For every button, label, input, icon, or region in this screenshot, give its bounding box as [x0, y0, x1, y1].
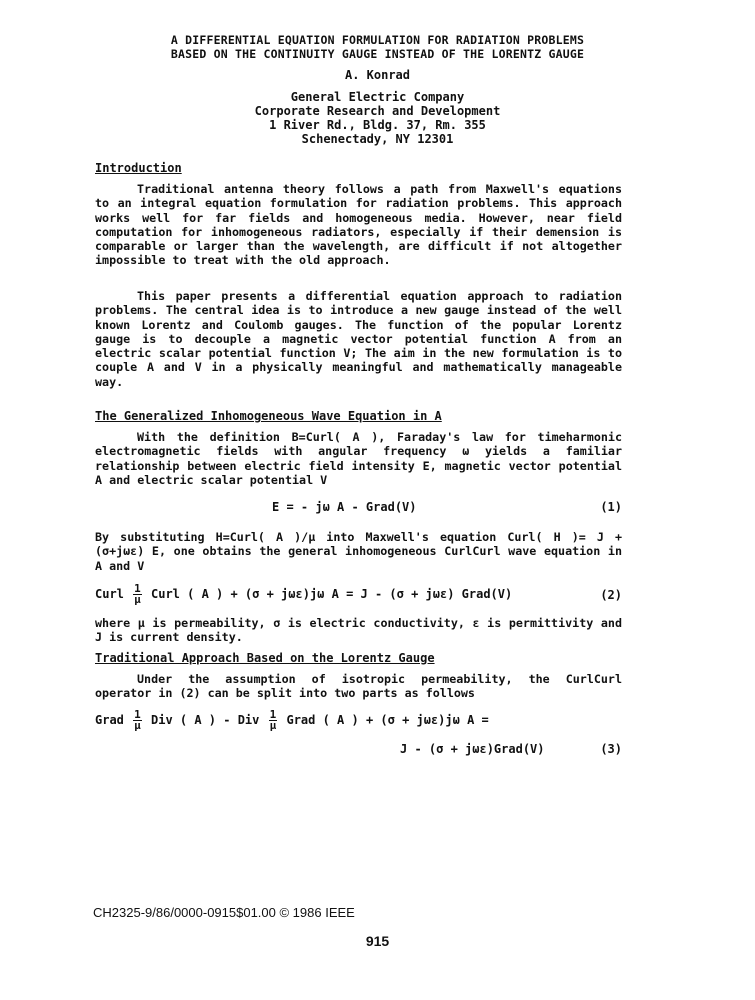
intro-paragraph-1 — [95, 182, 622, 268]
equation-3 — [95, 710, 489, 731]
wave-paragraph-2 — [95, 530, 622, 573]
equation-2-rest: Curl ( A ) + (σ + jωε)jω A = J - (σ + jωε) Grad(V) — [151, 587, 513, 601]
equation-3-line-2: J - (σ + jωε)Grad(V) — [400, 742, 545, 756]
wave-paragraph-1-text: With the definition B=Curl( A ), Faraday's law for timeharmonic electromagnetic fields with angular frequency ω yields a familiar relationship between electric field intensity E, magnetic vector potential A and electric scalar potential V — [95, 430, 622, 487]
paper-title-line1: A DIFFERENTIAL EQUATION FORMULATION FOR RADIATION PROBLEMS — [170, 33, 585, 47]
intro-paragraph-1-text: Traditional antenna theory follows a path from Maxwell's equations to an integral equation formulation for radiation problems. This approach works well for far fields and homogeneous media. However, near field computation for inhomogeneous radiators, especially if their demension is comparable or larger than the wavelength, are difficult if not altogether impossible to treat with the old approach. — [95, 182, 622, 268]
equation-3-fraction-2 — [269, 710, 278, 731]
traditional-paragraph-1 — [95, 672, 622, 701]
section-heading-wave-equation: The Generalized Inhomogeneous Wave Equation in A — [95, 409, 442, 423]
equation-1: E = - jω A - Grad(V) — [272, 500, 417, 514]
copyright-footer: CH2325-9/86/0000-0915$01.00 © 1986 IEEE — [93, 905, 355, 920]
equation-2-fraction-numerator: 1 — [134, 582, 141, 595]
affiliation-line2: Corporate Research and Development — [254, 104, 501, 118]
equation-3-fraction-1-denominator: μ — [134, 719, 141, 732]
intro-paragraph-2-text: This paper presents a differential equation approach to radiation problems. The central idea is to introduce a new gauge instead of the well known Lorentz and Coulomb gauges. The function of the popular Lorentz gauge is to decouple a magnetic vector potential function A from an electric scalar potential function V; The aim in the new formulation is to couple A and V in a physically meaningful and mathematically manageable way. — [95, 289, 622, 389]
equation-2-fraction-denominator: μ — [134, 593, 141, 606]
traditional-paragraph-1-text: Under the assumption of isotropic permeability, the CurlCurl operator in (2) can be split into two parts as follows — [95, 672, 622, 701]
paper-title-line2: BASED ON THE CONTINUITY GAUGE INSTEAD OF THE LORENTZ GAUGE — [170, 47, 585, 61]
page-number: 915 — [365, 933, 390, 949]
equation-3-fraction-2-numerator: 1 — [269, 708, 277, 721]
equation-2-number: (2) — [600, 588, 622, 602]
equation-2 — [95, 584, 512, 605]
affiliation-line3: 1 River Rd., Bldg. 37, Rm. 355 — [269, 118, 486, 132]
equation-3-rest: Grad ( A ) + (σ + jωε)jω A = — [286, 713, 489, 727]
section-heading-introduction: Introduction — [95, 161, 182, 175]
affiliation-line4: Schenectady, NY 12301 — [301, 132, 454, 146]
equation-3-fraction-1-numerator: 1 — [134, 708, 141, 721]
author: A. Konrad — [344, 68, 411, 82]
equation-1-number: (1) — [600, 500, 622, 514]
wave-paragraph-3-text: where μ is permeability, σ is electric conductivity, ε is permittivity and J is current density. — [95, 616, 622, 645]
wave-paragraph-1 — [95, 430, 622, 487]
equation-3-fraction-1 — [133, 710, 142, 731]
section-heading-traditional-approach: Traditional Approach Based on the Lorentz Gauge — [95, 651, 435, 665]
affiliation-line1: General Electric Company — [290, 90, 465, 104]
equation-3-number: (3) — [600, 742, 622, 756]
intro-paragraph-2 — [95, 289, 622, 389]
equation-2-curl: Curl — [95, 587, 124, 601]
equation-2-fraction — [133, 584, 142, 605]
wave-paragraph-2-text: By substituting H=Curl( A )/μ into Maxwell's equation Curl( H )= J + (σ+jωε) E, one obtains the general inhomogeneous CurlCurl wave equation in A and V — [95, 530, 622, 573]
equation-3-fraction-2-denominator: μ — [269, 719, 277, 732]
equation-3-grad: Grad — [95, 713, 124, 727]
equation-3-div: Div ( A ) - Div — [151, 713, 260, 727]
wave-paragraph-3 — [95, 616, 622, 645]
